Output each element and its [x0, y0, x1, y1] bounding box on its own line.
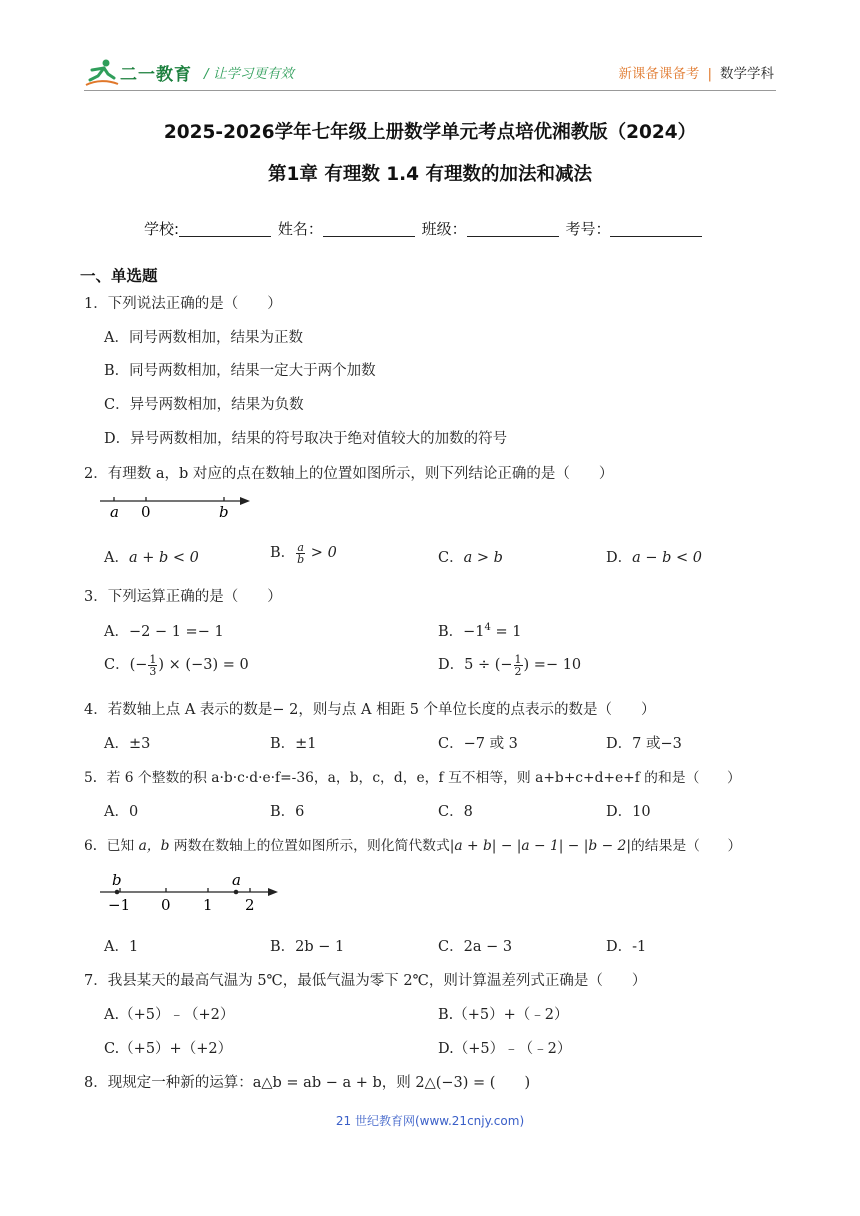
q3-option-c [104, 653, 249, 677]
q3-option-c-post: ) × (−3) = 0 [158, 657, 249, 673]
exam-number-blank[interactable] [610, 222, 702, 237]
footer-source: 21 世纪教育网(www.21cnjy.com) [335, 1114, 525, 1128]
q3-option-c-fraction [148, 654, 157, 677]
q6-stem-pre: 6．已知 [84, 838, 139, 854]
q6-tick-0: 0 [161, 896, 171, 914]
q3-option-b-base: B．−1 [438, 624, 485, 640]
q3-option-d-fraction [514, 654, 523, 677]
class-label: 班级： [421, 220, 467, 238]
q6-stem-post: 的结果是（ ） [630, 838, 742, 854]
q2-option-d-label: D． [606, 550, 633, 566]
chapter-title: 第1章 有理数 1.4 有理数的加法和减法 [268, 164, 592, 185]
q3c-frac-num: 1 [149, 652, 157, 666]
q3d-frac-den: 2 [514, 664, 522, 678]
q2-frac-den: b [297, 552, 305, 566]
q2-option-a [104, 546, 199, 567]
q6-number-line [98, 868, 288, 916]
name-label: 姓名： [277, 220, 323, 238]
q4-option-c: C．−7 或 3 [438, 736, 518, 752]
q3d-frac-num: 1 [514, 652, 522, 666]
q2-option-b-rest: > 0 [306, 545, 337, 561]
q3-option-c-pre: C．(− [104, 657, 148, 673]
q2-axis-b: b [219, 503, 229, 521]
q2-option-b-fraction [296, 542, 305, 565]
q1-stem: 1．下列说法正确的是（ ） [84, 296, 282, 312]
q6-option-b: B．2b − 1 [270, 939, 345, 955]
q6-stem-mid: 两数在数轴上的位置如图所示，则化简代数式 [169, 838, 450, 854]
q2-number-line [98, 488, 258, 522]
header-subject: 数学学科 [720, 66, 774, 82]
q7-stem: 7．我县某天的最高气温为 5℃，最低气温为零下 2℃，则计算温差列式正确是（ ） [84, 973, 647, 989]
q5-stem: 5．若 6 个整数的积 a·b·c·d·e·f=-36，a，b，c，d，e，f 互不相等，则 a+b+c+d+e+f 的和是（ ） [84, 770, 741, 786]
q4-option-b: B．±1 [270, 736, 317, 752]
q2-stem: 2．有理数 a，b 对应的点在数轴上的位置如图所示，则下列结论正确的是（ ） [84, 466, 614, 482]
q4-option-d: D．7 或−3 [606, 736, 682, 752]
q3-option-d-pre: D．5 ÷ (− [438, 657, 513, 673]
q7-option-a: A.（+5）﹣（+2） [104, 1007, 235, 1023]
q3-option-d [438, 653, 581, 677]
q4-option-a: A．±3 [104, 736, 151, 752]
q8-stem: 8．现规定一种新的运算：a△b = ab − a + b，则 2△(−3) = ( ) [84, 1075, 531, 1091]
q2-option-c-label: C． [438, 550, 464, 566]
q6-axis-b: b [112, 871, 122, 889]
q3-option-d-post: ) =− 10 [523, 657, 582, 673]
q3-stem: 3．下列运算正确的是（ ） [84, 589, 282, 605]
section-heading: 一、单选题 [80, 267, 158, 285]
page-title: 2025-2026学年七年级上册数学单元考点培优湘教版（2024） [163, 122, 697, 143]
q2-option-d-math: a − b < 0 [632, 550, 703, 566]
slogan: / 让学习更有效 [204, 66, 294, 82]
q2-option-a-math: a + b < 0 [128, 550, 199, 566]
q2-option-d [606, 546, 702, 567]
q3-option-b-exponent: 4 [484, 622, 491, 634]
q2-option-a-label: A． [104, 550, 129, 566]
q7-option-b: B.（+5）+（﹣2） [438, 1007, 569, 1023]
q3-option-b [438, 620, 522, 641]
q1-option-a: A．同号两数相加，结果为正数 [104, 330, 303, 346]
q2-option-b-label: B． [270, 545, 296, 561]
q6-option-d: D．-1 [606, 939, 647, 955]
runner-logo-icon [84, 58, 120, 88]
logo-text: 二一教育 [120, 65, 192, 85]
q5-option-c: C．8 [438, 804, 473, 820]
q7-option-d: D.（+5）﹣（﹣2） [438, 1041, 572, 1057]
school-blank[interactable] [179, 222, 271, 237]
q5-option-d: D．10 [606, 804, 651, 820]
q7-option-c: C.（+5）+（+2） [104, 1041, 233, 1057]
q6-stem [84, 834, 741, 854]
student-info-fields [144, 218, 704, 239]
q3-option-a: A．−2 − 1 =− 1 [104, 624, 224, 640]
q2-axis-zero: 0 [141, 503, 151, 521]
q6-axis-a: a [232, 871, 241, 889]
q3-option-b-result: = 1 [490, 624, 522, 640]
q6-stem-vars: a，b [138, 838, 170, 854]
header-right [618, 62, 774, 82]
q6-stem-expression: |a + b| − |a − 1| − |b − 2| [449, 838, 631, 854]
q4-stem: 4．若数轴上点 A 表示的数是− 2，则与点 A 相距 5 个单位长度的点表示的数是（ ） [84, 702, 656, 718]
header-divider [84, 90, 776, 91]
q3c-frac-den: 3 [149, 664, 157, 678]
school-label: 学校: [144, 220, 180, 238]
q6-tick-2: 2 [245, 896, 255, 914]
q2-option-c-math: a > b [463, 550, 503, 566]
q6-tick-minus1: −1 [108, 896, 131, 914]
q5-option-b: B．6 [270, 804, 305, 820]
q2-option-b [270, 541, 337, 565]
class-blank[interactable] [467, 222, 559, 237]
header-separator: | [707, 66, 712, 82]
q1-option-b: B．同号两数相加，结果一定大于两个加数 [104, 363, 376, 379]
q2-frac-num: a [297, 540, 304, 554]
header-tag: 新课备课备考 [618, 66, 700, 82]
q6-option-a: A．1 [104, 939, 139, 955]
q1-option-c: C．异号两数相加，结果为负数 [104, 397, 304, 413]
q2-option-c [438, 546, 503, 567]
q5-option-a: A．0 [104, 804, 139, 820]
q1-option-d: D．异号两数相加，结果的符号取决于绝对值较大的加数的符号 [104, 431, 508, 447]
name-blank[interactable] [323, 222, 415, 237]
logo [84, 58, 194, 88]
q2-axis-a: a [110, 503, 119, 521]
q6-tick-1: 1 [203, 896, 213, 914]
q6-option-c: C．2a − 3 [438, 939, 513, 955]
exam-number-label: 考号： [565, 220, 611, 238]
